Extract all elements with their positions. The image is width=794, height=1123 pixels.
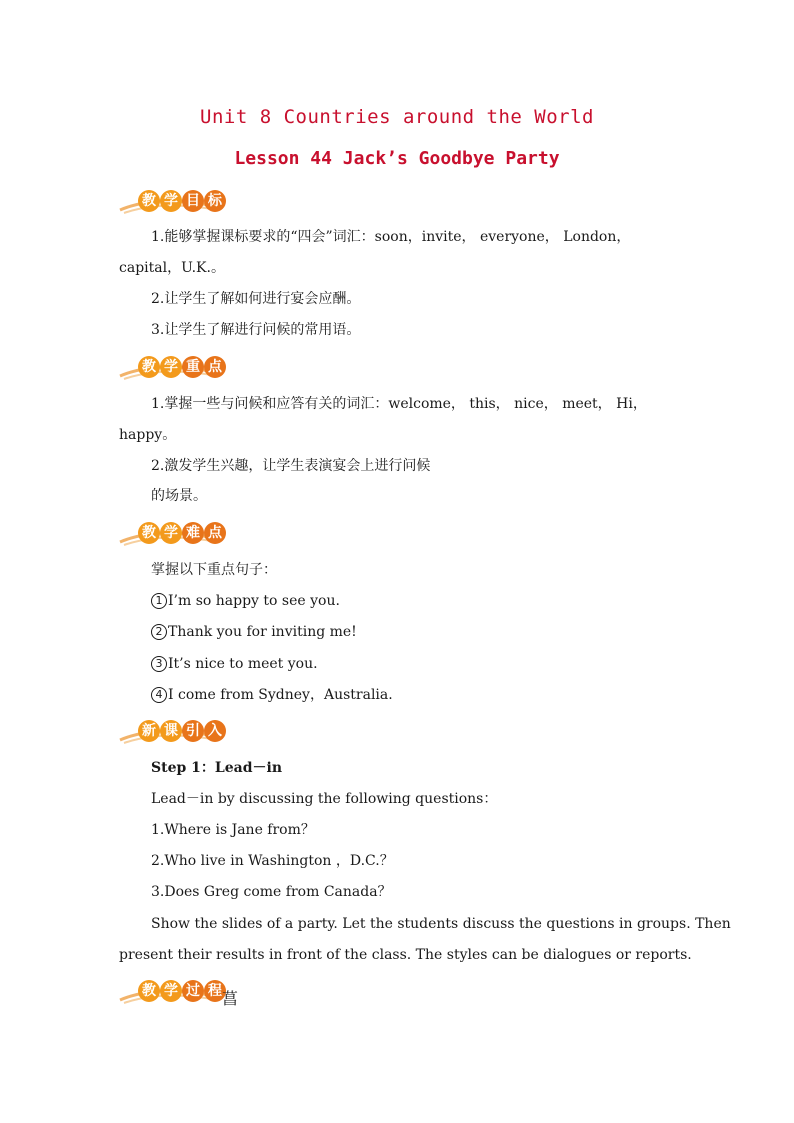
number-circle: 2	[151, 624, 167, 640]
number-circle: 3	[151, 656, 167, 672]
number-circle: 4	[151, 687, 167, 703]
badge-char: 学	[160, 190, 182, 212]
badge-char: 程	[204, 980, 226, 1002]
sentence-3	[151, 655, 318, 673]
objective-2: 2.让学生了解如何进行宴会应酬。	[151, 291, 361, 307]
badge-char: 难	[182, 522, 204, 544]
objective-3: 3.让学生了解进行问候的常用语。	[151, 322, 361, 338]
question-2: 2.Who live in Washington ，D.C.？	[151, 853, 394, 869]
objective-1-cont: capital，U.K.。	[119, 260, 225, 276]
badge-char: 教	[138, 522, 160, 544]
key-point-2: 2.激发学生兴趣，让学生表演宴会上进行问候	[151, 458, 431, 474]
lead-in-intro: Lead－in by discussing the following questions：	[151, 791, 498, 807]
process-badge	[118, 976, 230, 1006]
badge-char: 教	[138, 190, 160, 212]
key-point-1-cont: happy。	[119, 427, 177, 443]
unit-title: Unit 8 Countries around the World	[200, 106, 594, 128]
sentence-4	[151, 686, 393, 704]
badge-char: 引	[182, 720, 204, 742]
lead-in-badge	[118, 716, 230, 746]
badge-char: 重	[182, 356, 204, 378]
sentence-1	[151, 592, 340, 610]
badge-char: 课	[160, 720, 182, 742]
sentence-text: I come from Sydney，Australia.	[168, 687, 393, 703]
sentence-2	[151, 623, 357, 641]
badge-char: 点	[204, 356, 226, 378]
badge-char: 入	[204, 720, 226, 742]
badge-char: 学	[160, 356, 182, 378]
lesson-title: Lesson 44 Jack’s Goodbye Party	[234, 148, 560, 169]
badge-char: 点	[204, 522, 226, 544]
badge-char: 目	[182, 190, 204, 212]
lead-in-paragraph: Show the slides of a party. Let the students discuss the questions in groups. Then	[151, 916, 731, 932]
badge-char: 过	[182, 980, 204, 1002]
difficulties-intro: 掌握以下重点句子：	[151, 562, 277, 578]
sentence-text: It’s nice to meet you.	[168, 656, 318, 672]
question-1: 1.Where is Jane from？	[151, 822, 315, 838]
badge-char: 学	[160, 522, 182, 544]
badge-char: 标	[204, 190, 226, 212]
sentence-text: I’m so happy to see you.	[168, 593, 340, 609]
difficulties-badge	[118, 518, 230, 548]
badge-char: 教	[138, 980, 160, 1002]
badge-char: 学	[160, 980, 182, 1002]
badge-char: 教	[138, 356, 160, 378]
step-heading: Step 1：Lead－in	[151, 760, 282, 776]
number-circle: 1	[151, 593, 167, 609]
question-3: 3.Does Greg come from Canada？	[151, 884, 392, 900]
key-points-badge	[118, 352, 230, 382]
key-point-1: 1.掌握一些与问候和应答有关的词汇：welcome， this， nice， meet， Hi，	[151, 396, 647, 412]
objective-1: 1.能够掌握课标要求的“四会”词汇：soon，invite， everyone， London，	[151, 229, 631, 245]
key-point-2-cont: 的场景。	[151, 488, 207, 504]
objectives-badge	[118, 186, 230, 216]
process-tail-char: 菖	[222, 989, 239, 1008]
sentence-text: Thank you for inviting me!	[168, 624, 357, 640]
lead-in-paragraph-cont: present their results in front of the class. The styles can be dialogues or reports.	[119, 947, 692, 963]
badge-char: 新	[138, 720, 160, 742]
